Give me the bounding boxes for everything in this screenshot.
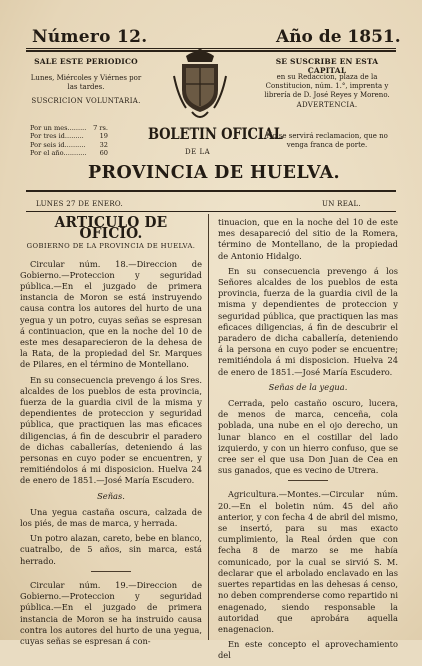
paragraph: Un potro alazan, careto, bebe en blanco, cuatralbo, de 5 años, sin marca, está herrado.	[20, 533, 202, 566]
paragraph: Cerrada, pelo castaño oscuro, lucera, de menos de marca, cenceña, cola poblada, una nube en el ojo derecho, un lunar blanco en el costillar del lado izquierdo, y con un hierro confuso, que se cree ser el que usa Don Juan de Cea en sus ganados, que es vecino de Utrera.	[218, 398, 398, 476]
paragraph: En su consecuencia prevengo á los Señores alcaldes de los pueblos de esta provincia, fuerza de la guardia civil de la misma y dependientes de proteccion y seguridad pública, que practiquen las mas eficaces diligencias, á fin de descubrir el paradero de dicha caballería, deteniendo á la persona en cuyo poder se encuentre; remitiéndola á mi disposicion. Huelva 24 de enero de 1851.—José María Escudero.	[218, 265, 398, 377]
section-label: Señas.	[97, 490, 125, 501]
issue-number: Número 12.	[32, 27, 148, 47]
coat-of-arms-icon	[172, 46, 228, 124]
price-row: Por un mes......... 7 rs.	[30, 124, 108, 132]
issue-price: UN REAL.	[322, 200, 361, 208]
short-rule	[91, 571, 131, 572]
right-column	[218, 217, 398, 666]
paragraph: Una yegua castaña oscura, calzada de los piés, de mas de marca, y herrada.	[20, 506, 202, 529]
left-column	[20, 213, 202, 651]
issue-date: LUNES 27 DE ENERO.	[36, 200, 124, 208]
paragraph: Circular núm. 18.—Direccion de Gobierno.—Proteccion y seguridad pública.—En el juzgado de primera instancia de Moron se está instruyendo causa contra los autores del hurto de una yegua y un potro, cuyas señas se espresan á continuacion, que en la noche del 10 de este mes desaparecieron de la dehesa de la Rata, de la propiedad del Sr. Marques de Pilares, en el término de Montellano.	[20, 258, 202, 370]
paragraph: Agricultura.—Montes.—Circular núm. 20.—En el boletin núm. 45 del año anterior, y con fecha 4 de abril del mismo, se insertó, para su mas exacto cumplimiento, la Real órden que con fecha 8 de marzo se me había comunicado, por la cual se sirvió S. M. declarar que el arbolado enclavado en las suertes repartidas en las dehesas á censo, no deben comprenderse como repartido ni enagenado, siendo responsable la autoridad que aprobára aquella enagenacion.	[218, 489, 398, 634]
price-list	[30, 124, 108, 158]
title-de-la: DE LA	[185, 148, 211, 156]
right-header-note: No se servirá reclamacion, que no venga franca de porte.	[266, 132, 388, 149]
price-row: Por seis id.......... 32	[30, 140, 108, 149]
section-heading: ARTICULO DE OFICIO.	[54, 213, 168, 243]
paragraph: En su consecuencia prevengo á los Sres. alcaldes de los pueblos de esta provincia, fuerza de la guardia civil de la misma y dependientes de proteccion y seguridad pública, que practiquen las mas eficaces diligencias, á fin de descubrir el paradero de dichas caballerías, deteniendo á las personas en cuyo poder se encuentren, y remitiéndolos á mi disposicion. Huelva 24 de enero de 1851.—José María Escudero.	[20, 374, 202, 486]
paragraph: Circular núm. 19.—Direccion de Gobierno.—Proteccion y seguridad pública.—En el juzgado de primera instancia de Moron se ha instruido causa contra los autores del hurto de una yegua, cuyas señas se espresan á con-	[20, 579, 202, 646]
column-divider	[208, 214, 209, 640]
price-row: Por tres id......... 19	[30, 132, 108, 141]
paragraph: tinuacion, que en la noche del 10 de este mes desapareció del sitio de la Romera, término de Montellano, de la propiedad de Antonio Hidalgo.	[218, 217, 398, 261]
date-rule	[26, 211, 396, 212]
left-header-days: Lunes, Miércoles y Viérnes por las tardes.	[30, 74, 142, 91]
section-subheading: GOBIERNO DE LA PROVINCIA DE HUELVA.	[26, 242, 196, 251]
short-rule	[288, 480, 328, 481]
right-header-place: en su Redaccion, plaza de la Constitucion, núm. 1.°, imprenta y librería de D. José Reyes y Moreno.	[264, 73, 390, 99]
paragraph: En este concepto el aprovechamiento del	[218, 639, 398, 661]
masthead-rule	[26, 190, 396, 192]
left-header-subscription: SUSCRICION VOLUNTARIA.	[31, 97, 141, 105]
right-header-advertencia: ADVERTENCIA.	[296, 101, 358, 109]
newspaper-title: BOLETIN OFICIAL	[148, 124, 283, 143]
section-label: Señas de la yegua.	[268, 381, 348, 392]
price-row: Por el año........... 60	[30, 149, 108, 158]
issue-year: Año de 1851.	[276, 27, 401, 47]
left-header-title: SALE ESTE PERIODICO	[34, 57, 138, 66]
province-title: PROVINCIA DE HUELVA.	[88, 163, 341, 183]
right-header-title: SE SUSCRIBE EN ESTA CAPITAL	[275, 57, 379, 75]
